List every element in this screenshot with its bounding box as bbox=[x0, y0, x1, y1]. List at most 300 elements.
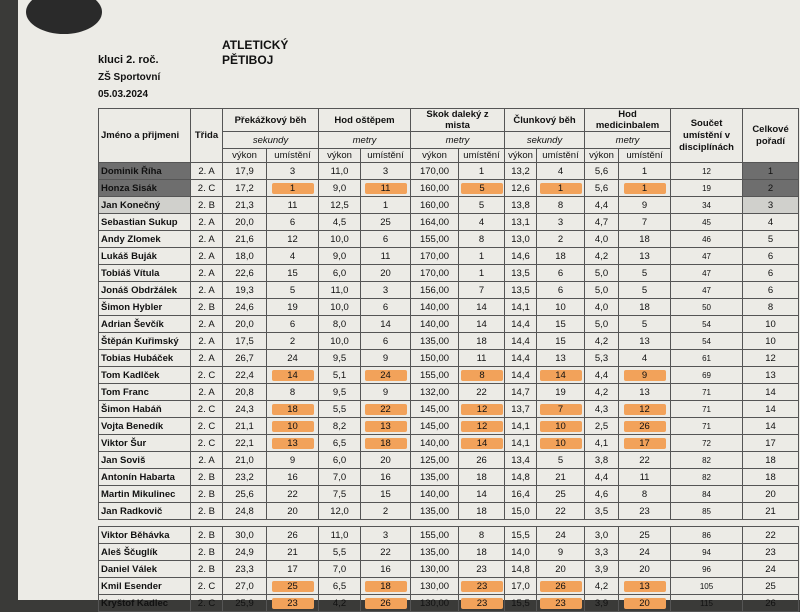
placement-cell bbox=[267, 350, 319, 367]
performance-cell: 145,00 bbox=[411, 418, 459, 435]
performance-subheader: výkon bbox=[585, 149, 619, 163]
placement-value: 10 bbox=[540, 438, 582, 449]
placement-cell bbox=[459, 435, 505, 452]
placement-sum: 54 bbox=[671, 316, 743, 333]
performance-cell: 170,00 bbox=[411, 248, 459, 265]
performance-cell: 11,0 bbox=[319, 163, 361, 180]
placement-cell bbox=[537, 180, 585, 197]
placement-value: 23 bbox=[540, 598, 582, 609]
performance-cell: 130,00 bbox=[411, 595, 459, 612]
placement-cell bbox=[459, 350, 505, 367]
placement-value: 4 bbox=[289, 250, 296, 262]
placement-value: 14 bbox=[476, 488, 487, 500]
athlete-class: 2. A bbox=[191, 316, 223, 333]
placement-value: 12 bbox=[461, 404, 503, 415]
placement-cell bbox=[361, 367, 411, 384]
placement-value: 12 bbox=[624, 404, 666, 415]
performance-cell: 15,5 bbox=[505, 595, 537, 612]
placement-cell bbox=[619, 469, 671, 486]
athlete-class: 2. B bbox=[191, 469, 223, 486]
placement-value: 1 bbox=[272, 183, 314, 194]
athlete-name: Antonín Habarta bbox=[99, 469, 191, 486]
placement-cell bbox=[537, 316, 585, 333]
performance-cell: 150,00 bbox=[411, 350, 459, 367]
placement-value: 5 bbox=[557, 454, 564, 466]
performance-cell: 13,8 bbox=[505, 197, 537, 214]
performance-cell: 4,1 bbox=[585, 435, 619, 452]
placement-cell bbox=[537, 163, 585, 180]
placement-sum: 105 bbox=[671, 578, 743, 595]
placement-value: 14 bbox=[461, 438, 503, 449]
performance-cell: 9,5 bbox=[319, 384, 361, 401]
table-row bbox=[99, 544, 799, 561]
placement-cell bbox=[459, 248, 505, 265]
placement-cell bbox=[459, 578, 505, 595]
athlete-name: Lukáš Buják bbox=[99, 248, 191, 265]
placement-cell bbox=[619, 452, 671, 469]
performance-cell: 4,6 bbox=[585, 486, 619, 503]
placement-cell bbox=[267, 231, 319, 248]
overall-rank: 3 bbox=[743, 197, 799, 214]
athlete-name: Sebastian Sukup bbox=[99, 214, 191, 231]
table-row bbox=[99, 316, 799, 333]
performance-cell: 155,00 bbox=[411, 231, 459, 248]
performance-cell: 5,0 bbox=[585, 282, 619, 299]
performance-cell: 18,0 bbox=[223, 248, 267, 265]
overall-rank: 8 bbox=[743, 299, 799, 316]
placement-value: 26 bbox=[540, 581, 582, 592]
athlete-name: Jan Konečný bbox=[99, 197, 191, 214]
placement-cell bbox=[267, 435, 319, 452]
placement-sum: 47 bbox=[671, 265, 743, 282]
placement-value: 22 bbox=[639, 454, 650, 466]
placement-cell bbox=[361, 214, 411, 231]
placement-cell bbox=[361, 595, 411, 612]
placement-cell bbox=[537, 578, 585, 595]
performance-cell: 15,0 bbox=[505, 503, 537, 520]
placement-sum: 82 bbox=[671, 469, 743, 486]
placement-value: 2 bbox=[382, 505, 389, 517]
placement-value: 5 bbox=[641, 318, 648, 330]
placement-value: 6 bbox=[289, 216, 296, 228]
placement-cell bbox=[537, 384, 585, 401]
placement-sum: 96 bbox=[671, 561, 743, 578]
placement-value: 3 bbox=[289, 165, 296, 177]
placement-value: 24 bbox=[639, 546, 650, 558]
performance-cell: 14,4 bbox=[505, 316, 537, 333]
performance-cell: 13,5 bbox=[505, 265, 537, 282]
placement-cell bbox=[361, 384, 411, 401]
placement-value: 8 bbox=[478, 233, 485, 245]
performance-cell: 22,1 bbox=[223, 435, 267, 452]
placement-value: 5 bbox=[478, 199, 485, 211]
performance-cell: 125,00 bbox=[411, 452, 459, 469]
placement-cell bbox=[361, 578, 411, 595]
placement-cell bbox=[267, 544, 319, 561]
performance-cell: 3,9 bbox=[585, 561, 619, 578]
placement-cell bbox=[361, 401, 411, 418]
placement-value: 23 bbox=[272, 598, 314, 609]
performance-cell: 24,6 bbox=[223, 299, 267, 316]
javelin-unit: metry bbox=[319, 132, 411, 149]
performance-cell: 12,6 bbox=[505, 180, 537, 197]
placement-cell bbox=[361, 527, 411, 544]
placement-sum: 34 bbox=[671, 197, 743, 214]
placement-cell bbox=[619, 578, 671, 595]
placement-cell bbox=[459, 527, 505, 544]
placement-cell bbox=[537, 452, 585, 469]
athlete-name: Jan Soviš bbox=[99, 452, 191, 469]
performance-cell: 9,0 bbox=[319, 180, 361, 197]
placement-value: 11 bbox=[639, 471, 650, 483]
placement-cell bbox=[267, 163, 319, 180]
placement-value: 10 bbox=[555, 301, 566, 313]
placement-value: 11 bbox=[365, 183, 407, 194]
placement-value: 2 bbox=[557, 233, 564, 245]
athlete-class: 2. B bbox=[191, 561, 223, 578]
performance-cell: 26,7 bbox=[223, 350, 267, 367]
athlete-name: Kryštof Kadlec bbox=[99, 595, 191, 612]
placement-subheader: umístění bbox=[537, 149, 585, 163]
results-table bbox=[98, 108, 799, 612]
placement-value: 18 bbox=[639, 301, 650, 313]
placement-cell bbox=[459, 401, 505, 418]
placement-value: 3 bbox=[382, 165, 389, 177]
col-ball-header: Hod medicinbalem bbox=[585, 109, 671, 132]
table-row bbox=[99, 265, 799, 282]
placement-cell bbox=[619, 418, 671, 435]
performance-cell: 25,9 bbox=[223, 595, 267, 612]
placement-value: 11 bbox=[287, 199, 298, 211]
placement-cell bbox=[459, 384, 505, 401]
athlete-class: 2. A bbox=[191, 214, 223, 231]
performance-cell: 5,0 bbox=[585, 316, 619, 333]
overall-rank: 5 bbox=[743, 231, 799, 248]
placement-value: 22 bbox=[476, 386, 487, 398]
placement-value: 18 bbox=[555, 250, 566, 262]
placement-value: 20 bbox=[380, 454, 391, 466]
placement-cell bbox=[459, 214, 505, 231]
athlete-name: Šimon Hybler bbox=[99, 299, 191, 316]
performance-cell: 30,0 bbox=[223, 527, 267, 544]
performance-cell: 4,2 bbox=[585, 578, 619, 595]
sheet-header-info bbox=[98, 52, 160, 103]
placement-cell bbox=[267, 367, 319, 384]
performance-cell: 21,3 bbox=[223, 197, 267, 214]
placement-sum: 82 bbox=[671, 452, 743, 469]
placement-value: 18 bbox=[365, 581, 407, 592]
placement-cell bbox=[459, 282, 505, 299]
performance-cell: 21,6 bbox=[223, 231, 267, 248]
placement-cell bbox=[361, 503, 411, 520]
placement-value: 17 bbox=[624, 438, 666, 449]
placement-cell bbox=[537, 248, 585, 265]
performance-cell: 13,0 bbox=[505, 231, 537, 248]
overall-rank: 22 bbox=[743, 527, 799, 544]
placement-cell bbox=[537, 435, 585, 452]
placement-cell bbox=[361, 418, 411, 435]
placement-cell bbox=[361, 469, 411, 486]
performance-cell: 155,00 bbox=[411, 367, 459, 384]
athlete-name: Viktor Šur bbox=[99, 435, 191, 452]
performance-cell: 23,3 bbox=[223, 561, 267, 578]
placement-cell bbox=[619, 316, 671, 333]
placement-value: 8 bbox=[557, 199, 564, 211]
performance-cell: 13,7 bbox=[505, 401, 537, 418]
table-row bbox=[99, 350, 799, 367]
placement-value: 9 bbox=[624, 370, 666, 381]
placement-value: 14 bbox=[476, 318, 487, 330]
placement-cell bbox=[619, 435, 671, 452]
placement-value: 14 bbox=[540, 370, 582, 381]
placement-value: 13 bbox=[639, 386, 650, 398]
placement-value: 19 bbox=[287, 301, 298, 313]
placement-value: 18 bbox=[365, 438, 407, 449]
overall-rank: 25 bbox=[743, 578, 799, 595]
placement-sum: 47 bbox=[671, 248, 743, 265]
performance-cell: 5,0 bbox=[585, 265, 619, 282]
overall-rank: 6 bbox=[743, 265, 799, 282]
athlete-name: Viktor Běhávka bbox=[99, 527, 191, 544]
placement-value: 5 bbox=[461, 183, 503, 194]
performance-cell: 22,4 bbox=[223, 367, 267, 384]
placement-cell bbox=[459, 367, 505, 384]
placement-value: 10 bbox=[540, 421, 582, 432]
performance-cell: 160,00 bbox=[411, 180, 459, 197]
placement-cell bbox=[537, 418, 585, 435]
placement-cell bbox=[267, 180, 319, 197]
table-row bbox=[99, 595, 799, 612]
placement-sum: 19 bbox=[671, 180, 743, 197]
performance-cell: 14,0 bbox=[505, 544, 537, 561]
placement-value: 6 bbox=[289, 318, 296, 330]
placement-cell bbox=[619, 214, 671, 231]
placement-value: 21 bbox=[287, 546, 298, 558]
placement-sum: 61 bbox=[671, 350, 743, 367]
performance-cell: 17,0 bbox=[505, 578, 537, 595]
placement-value: 14 bbox=[380, 318, 391, 330]
performance-cell: 8,2 bbox=[319, 418, 361, 435]
placement-cell bbox=[619, 248, 671, 265]
placement-cell bbox=[361, 435, 411, 452]
athlete-class: 2. C bbox=[191, 435, 223, 452]
table-row bbox=[99, 248, 799, 265]
placement-value: 9 bbox=[641, 199, 648, 211]
performance-cell: 23,2 bbox=[223, 469, 267, 486]
placement-subheader: umístění bbox=[459, 149, 505, 163]
athlete-name: Daniel Válek bbox=[99, 561, 191, 578]
placement-value: 15 bbox=[555, 335, 566, 347]
athlete-name: Jonáš Obdržálek bbox=[99, 282, 191, 299]
performance-cell: 14,8 bbox=[505, 469, 537, 486]
school-label: ZŠ Sportovní bbox=[98, 72, 161, 83]
placement-cell bbox=[619, 486, 671, 503]
performance-cell: 4,2 bbox=[585, 333, 619, 350]
placement-cell bbox=[537, 231, 585, 248]
placement-value: 7 bbox=[478, 284, 485, 296]
placement-cell bbox=[619, 282, 671, 299]
placement-sum: 115 bbox=[671, 595, 743, 612]
placement-cell bbox=[267, 316, 319, 333]
performance-cell: 7,5 bbox=[319, 486, 361, 503]
athlete-name: Adrian Ševčík bbox=[99, 316, 191, 333]
athlete-name: Kmil Esender bbox=[99, 578, 191, 595]
placement-value: 24 bbox=[365, 370, 407, 381]
performance-subheader: výkon bbox=[505, 149, 537, 163]
overall-rank: 24 bbox=[743, 561, 799, 578]
overall-rank: 13 bbox=[743, 367, 799, 384]
performance-cell: 13,1 bbox=[505, 214, 537, 231]
table-row bbox=[99, 282, 799, 299]
overall-rank: 2 bbox=[743, 180, 799, 197]
performance-cell: 145,00 bbox=[411, 401, 459, 418]
placement-value: 9 bbox=[289, 454, 296, 466]
placement-sum: 86 bbox=[671, 527, 743, 544]
placement-value: 13 bbox=[639, 335, 650, 347]
performance-cell: 135,00 bbox=[411, 333, 459, 350]
placement-value: 20 bbox=[555, 563, 566, 575]
performance-cell: 12,0 bbox=[319, 503, 361, 520]
placement-cell bbox=[459, 503, 505, 520]
athlete-name: Andy Zlomek bbox=[99, 231, 191, 248]
performance-cell: 14,6 bbox=[505, 248, 537, 265]
placement-cell bbox=[361, 265, 411, 282]
table-row bbox=[99, 418, 799, 435]
placement-cell bbox=[537, 469, 585, 486]
performance-cell: 140,00 bbox=[411, 299, 459, 316]
performance-cell: 22,6 bbox=[223, 265, 267, 282]
placement-value: 18 bbox=[476, 471, 487, 483]
placement-value: 15 bbox=[555, 318, 566, 330]
placement-value: 25 bbox=[555, 488, 566, 500]
athlete-class: 2. A bbox=[191, 282, 223, 299]
placement-cell bbox=[619, 384, 671, 401]
placement-value: 4 bbox=[641, 352, 648, 364]
performance-cell: 140,00 bbox=[411, 435, 459, 452]
placement-cell bbox=[459, 333, 505, 350]
performance-cell: 24,8 bbox=[223, 503, 267, 520]
placement-cell bbox=[537, 401, 585, 418]
placement-value: 13 bbox=[624, 581, 666, 592]
placement-cell bbox=[361, 299, 411, 316]
placement-value: 19 bbox=[555, 386, 566, 398]
placement-value: 6 bbox=[382, 301, 389, 313]
placement-cell bbox=[537, 299, 585, 316]
performance-cell: 4,4 bbox=[585, 367, 619, 384]
placement-value: 6 bbox=[382, 335, 389, 347]
performance-cell: 20,0 bbox=[223, 316, 267, 333]
placement-value: 13 bbox=[365, 421, 407, 432]
performance-cell: 3,8 bbox=[585, 452, 619, 469]
athlete-class: 2. C bbox=[191, 418, 223, 435]
table-row bbox=[99, 435, 799, 452]
performance-cell: 5,5 bbox=[319, 544, 361, 561]
performance-cell: 16,4 bbox=[505, 486, 537, 503]
performance-cell: 9,5 bbox=[319, 350, 361, 367]
table-row bbox=[99, 401, 799, 418]
athlete-class: 2. C bbox=[191, 401, 223, 418]
placement-value: 18 bbox=[639, 233, 650, 245]
performance-cell: 10,0 bbox=[319, 299, 361, 316]
placement-value: 24 bbox=[287, 352, 298, 364]
placement-sum: 54 bbox=[671, 333, 743, 350]
placement-sum: 71 bbox=[671, 384, 743, 401]
performance-cell: 132,00 bbox=[411, 384, 459, 401]
placement-value: 20 bbox=[639, 563, 650, 575]
placement-value: 14 bbox=[476, 301, 487, 313]
class-label: kluci 2. roč. bbox=[98, 54, 159, 66]
performance-cell: 14,8 bbox=[505, 561, 537, 578]
placement-cell bbox=[459, 316, 505, 333]
placement-value: 8 bbox=[641, 488, 648, 500]
placement-value: 7 bbox=[641, 216, 648, 228]
col-name-header: Jméno a přijmeni bbox=[99, 109, 191, 163]
placement-value: 6 bbox=[557, 284, 564, 296]
placement-cell bbox=[619, 231, 671, 248]
placement-cell bbox=[361, 486, 411, 503]
placement-cell bbox=[619, 333, 671, 350]
performance-cell: 15,5 bbox=[505, 527, 537, 544]
placement-value: 20 bbox=[624, 598, 666, 609]
placement-value: 5 bbox=[641, 267, 648, 279]
placement-value: 22 bbox=[287, 488, 298, 500]
overall-rank: 14 bbox=[743, 401, 799, 418]
placement-cell bbox=[459, 544, 505, 561]
placement-cell bbox=[619, 197, 671, 214]
placement-cell bbox=[619, 561, 671, 578]
performance-cell: 4,0 bbox=[585, 299, 619, 316]
placement-value: 26 bbox=[365, 598, 407, 609]
athlete-class: 2. A bbox=[191, 350, 223, 367]
placement-cell bbox=[537, 214, 585, 231]
placement-sum: 84 bbox=[671, 486, 743, 503]
placement-cell bbox=[537, 350, 585, 367]
ball-unit: metry bbox=[585, 132, 671, 149]
performance-cell: 160,00 bbox=[411, 197, 459, 214]
placement-sum: 69 bbox=[671, 367, 743, 384]
placement-value: 17 bbox=[287, 563, 298, 575]
performance-cell: 17,5 bbox=[223, 333, 267, 350]
placement-value: 11 bbox=[380, 250, 391, 262]
athlete-name: Tobias Hubáček bbox=[99, 350, 191, 367]
performance-cell: 135,00 bbox=[411, 469, 459, 486]
placement-cell bbox=[619, 527, 671, 544]
placement-value: 20 bbox=[380, 267, 391, 279]
performance-cell: 164,00 bbox=[411, 214, 459, 231]
overall-rank: 4 bbox=[743, 214, 799, 231]
athlete-class: 2. A bbox=[191, 231, 223, 248]
placement-cell bbox=[361, 561, 411, 578]
performance-cell: 14,7 bbox=[505, 384, 537, 401]
placement-cell bbox=[361, 333, 411, 350]
col-javelin-header: Hod oštěpem bbox=[319, 109, 411, 132]
placement-value: 13 bbox=[639, 250, 650, 262]
placement-value: 15 bbox=[287, 267, 298, 279]
placement-cell bbox=[361, 231, 411, 248]
overall-rank: 20 bbox=[743, 486, 799, 503]
performance-cell: 5,3 bbox=[585, 350, 619, 367]
placement-value: 23 bbox=[639, 505, 650, 517]
performance-cell: 4,0 bbox=[585, 231, 619, 248]
athlete-name: Štěpán Kuřimský bbox=[99, 333, 191, 350]
placement-value: 7 bbox=[540, 404, 582, 415]
placement-cell bbox=[619, 265, 671, 282]
placement-cell bbox=[361, 350, 411, 367]
performance-cell: 25,6 bbox=[223, 486, 267, 503]
placement-cell bbox=[537, 282, 585, 299]
placement-sum: 85 bbox=[671, 503, 743, 520]
placement-cell bbox=[537, 503, 585, 520]
